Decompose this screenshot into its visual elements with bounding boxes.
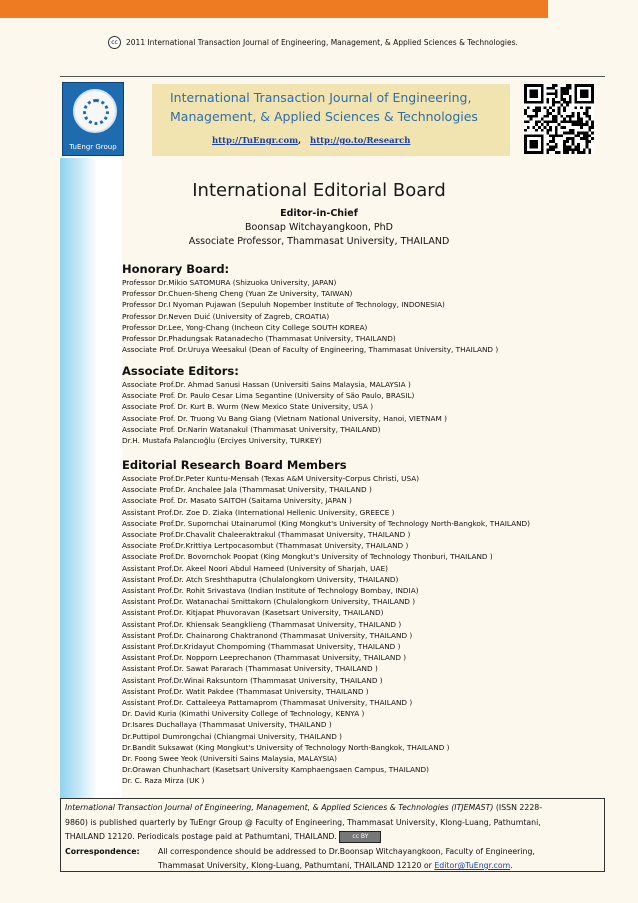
header-rule: [60, 76, 605, 77]
board-member: Associate Prof. Dr.Narin Watanakul (Thammasat University, THAILAND): [122, 424, 381, 434]
journal-title-line2: Management, & Applied Sciences & Technologies: [170, 109, 478, 124]
board-member: Assistant Prof.Dr. Nopporn Leeprechanon (Thammasat University, THAILAND ): [122, 653, 407, 663]
issn-text: (ISSN 2228-: [493, 803, 543, 812]
publication-info: [65, 801, 600, 816]
board-member: Assistant Prof.Dr. Cattaleeya Pattamaprom (Thammasat University, THAILAND ): [122, 698, 413, 708]
board-member: Associate Prof.Dr. Anchalee Jala (Thammasat University, THAILAND ): [122, 485, 372, 495]
board-member: Assistant Prof.Dr. Sawat Pararach (Thammasat University, THAILAND ): [122, 664, 378, 674]
board-member: Dr.Bandit Suksawat (King Mongkut's University of Technology North-Bangkok, THAILAND ): [122, 742, 450, 752]
board-member: Assistant Prof.Dr. Akeel Noori Abdul Hameed (University of Sharjah, UAE): [122, 563, 388, 573]
board-member: Dr.H. Mustafa Palancıoğlu (Erciyes University, TURKEY): [122, 436, 322, 446]
side-gradient-stripe: [60, 158, 122, 798]
research-board-list: [122, 473, 530, 787]
correspondence-text: [158, 845, 598, 873]
postage-text: THAILAND 12120. Periodicals postage paid at Pathumtani, THAILAND.: [65, 832, 337, 841]
research-link[interactable]: http://go.to/Research: [310, 136, 411, 146]
board-member: Assistant Prof.Dr. Watanachai Smittakorn (Chulalongkorn University, THAILAND ): [122, 597, 416, 607]
board-member: Assistant Prof.Dr. Atch Sreshthaputra (Chulalongkorn University, THAILAND): [122, 574, 399, 584]
journal-name-italic: International Transaction Journal of Engineering, Management, & Applied Sciences & Technologies (ITJEMAST): [65, 803, 494, 812]
board-member: Professor Dr.Mikio SATOMURA (Shizuoka University, JAPAN): [122, 278, 337, 287]
editor-in-chief-name: Boonsap Witchayangkoon, PhD: [244, 222, 393, 233]
board-member: Assistant Prof.Dr. Chainarong Chaktranond (Thammasat University, THAILAND ): [122, 630, 413, 640]
board-member: Associate Prof. Dr. Paulo Cesar Lima Segantine (University of São Paulo, BRASIL): [122, 391, 415, 401]
creative-commons-icon: cc: [108, 36, 121, 49]
board-member: Associate Prof.Dr.Krittiya Lertpocasombut (Thammasat University, THAILAND ): [122, 541, 409, 551]
editor-in-chief-heading: Editor-in-Chief: [280, 208, 358, 219]
correspondence-line2: [158, 859, 598, 873]
board-member: Assistant Prof.Dr. Watit Pakdee (Thammasat University, THAILAND ): [122, 686, 369, 696]
board-member: Associate Prof.Dr.Peter Kuntu-Mensah (Texas A&M University-Corpus Christi, USA): [122, 474, 420, 483]
board-member: Dr.Puttipol Dumrongchai (Chiangmai University, THAILAND ): [122, 731, 342, 741]
board-member: Dr. C. Raza Mirza (UK ): [122, 776, 205, 786]
publication-info-line3: [65, 830, 600, 845]
board-member: Assistant Prof.Dr. Khiensak Seangklieng (Thammasat University, THAILAND ): [122, 619, 402, 629]
journal-title-line1: International Transaction Journal of Engineering,: [170, 90, 472, 105]
editor-email-link[interactable]: Editor@TuEngr.com: [434, 861, 511, 870]
board-member: Assistant Prof.Dr. Rohit Srivastava (Indian Institute of Technology Bombay, INDIA): [122, 586, 419, 596]
board-member: Associate Prof.Dr. Bovornchok Poopat (King Mongkut's University of Technology Thonburi, THAILAND ): [122, 552, 493, 562]
board-member: Associate Prof. Dr.Uruya Weesakul (Dean of Faculty of Engineering, Thammasat University, THAILAND ): [122, 345, 499, 355]
board-member: Assistant Prof.Dr. Kitjapat Phuvoravan (Kasetsart University, THAILAND): [122, 608, 384, 618]
copyright-text: 2011 International Transaction Journal of Engineering, Management, & Applied Sciences & Technologies.: [126, 38, 518, 47]
link-separator: ,: [298, 136, 302, 146]
board-member: Dr.Isares Duchallaya (Thammasat University, THAILAND ): [122, 720, 332, 730]
board-member: Associate Prof. Dr. Masato SAITOH (Saitama University, JAPAN ): [122, 496, 352, 506]
qr-code-icon: [524, 84, 594, 154]
board-member: Dr.Orawan Chunhachart (Kasetsart University Kamphaengsaen Campus, THAILAND): [122, 765, 429, 775]
journal-banner: [152, 84, 510, 156]
honorary-board-list: [122, 277, 498, 355]
associate-editors-list: [122, 379, 447, 446]
page-title: International Editorial Board: [192, 180, 446, 201]
board-member: Associate Prof.Dr. Supornchai Utainarumol (King Mongkut's University of Technology North-Bangkok, THAILAND): [122, 518, 530, 528]
qr-code: [524, 84, 594, 154]
board-member: Associate Prof. Dr. Kurt B. Wurm (New Mexico State University, USA ): [122, 402, 374, 412]
publication-info-line2: 9860) is published quarterly by TuEngr Group @ Faculty of Engineering, Thammasat University, Klong-Luang, Pathumtani,: [65, 817, 541, 827]
board-member: Assistant Prof.Dr.Winai Raksuntorn (Thammasat University, THAILAND ): [122, 675, 383, 685]
board-member: Assistant Prof.Dr.Kridayut Chompoming (Thammasat University, THAILAND ): [122, 642, 401, 652]
board-member: Professor Dr.Neven Duić (University of Zagreb, CROATIA): [122, 311, 330, 321]
correspondence-line1: All correspondence should be addressed to Dr.Boonsap Witchayangkoon, Faculty of Engineering,: [158, 847, 535, 856]
board-member: Professor Dr.Phadungsak Ratanadecho (Thammasat University, THAILAND): [122, 334, 396, 344]
correspondence-label: Correspondence:: [65, 847, 140, 856]
board-member: Associate Prof.Dr.Chavalit Chaleeraktrakul (Thammasat University, THAILAND ): [122, 530, 411, 540]
tuengr-link[interactable]: http://TuEngr.com: [212, 136, 299, 146]
banner-links: [212, 136, 410, 146]
research-board-heading: Editorial Research Board Members: [122, 458, 347, 472]
associate-editors-heading: Associate Editors:: [122, 364, 239, 378]
logo-wheel-icon: [73, 89, 117, 133]
board-member: Associate Prof.Dr. Ahmad Sanusi Hassan (Universiti Sains Malaysia, MALAYSIA ): [122, 380, 411, 389]
board-member: Dr. David Kuria (Kimathi University College of Technology, KENYA ): [122, 709, 365, 719]
journal-title: [170, 88, 478, 126]
board-member: Associate Prof. Dr. Truong Vu Bang Giang (Vietnam National University, Hanoi, VIETNAM ): [122, 413, 447, 423]
board-member: Professor Dr.Lee, Yong-Chang (Incheon City College SOUTH KOREA): [122, 322, 368, 332]
correspondence-end: .: [510, 861, 513, 870]
board-member: Professor Dr.I Nyoman Pujawan (Sepuluh Nopember Institute of Technology, INDONESIA): [122, 300, 445, 310]
correspondence-address: Thammasat University, Klong-Luang, Pathumtani, THAILAND 12120 or: [158, 861, 435, 870]
top-accent-bar: [0, 0, 548, 18]
tuengr-logo: [62, 82, 124, 156]
editor-in-chief-position: Associate Professor, Thammasat University, THAILAND: [188, 236, 450, 247]
logo-text: TuEngr Group: [69, 143, 117, 151]
honorary-board-heading: Honorary Board:: [122, 262, 230, 276]
board-member: Professor Dr.Chuen-Sheng Cheng (Yuan Ze University, TAIWAN): [122, 289, 353, 299]
board-member: Dr. Foong Swee Yeok (Universiti Sains Malaysia, MALAYSIA): [122, 754, 338, 764]
board-member: Assistant Prof.Dr. Zoe D. Ziaka (International Hellenic University, GREECE ): [122, 507, 395, 517]
publication-footer: [60, 798, 605, 872]
cc-by-badge-icon: cc BY: [339, 831, 381, 843]
